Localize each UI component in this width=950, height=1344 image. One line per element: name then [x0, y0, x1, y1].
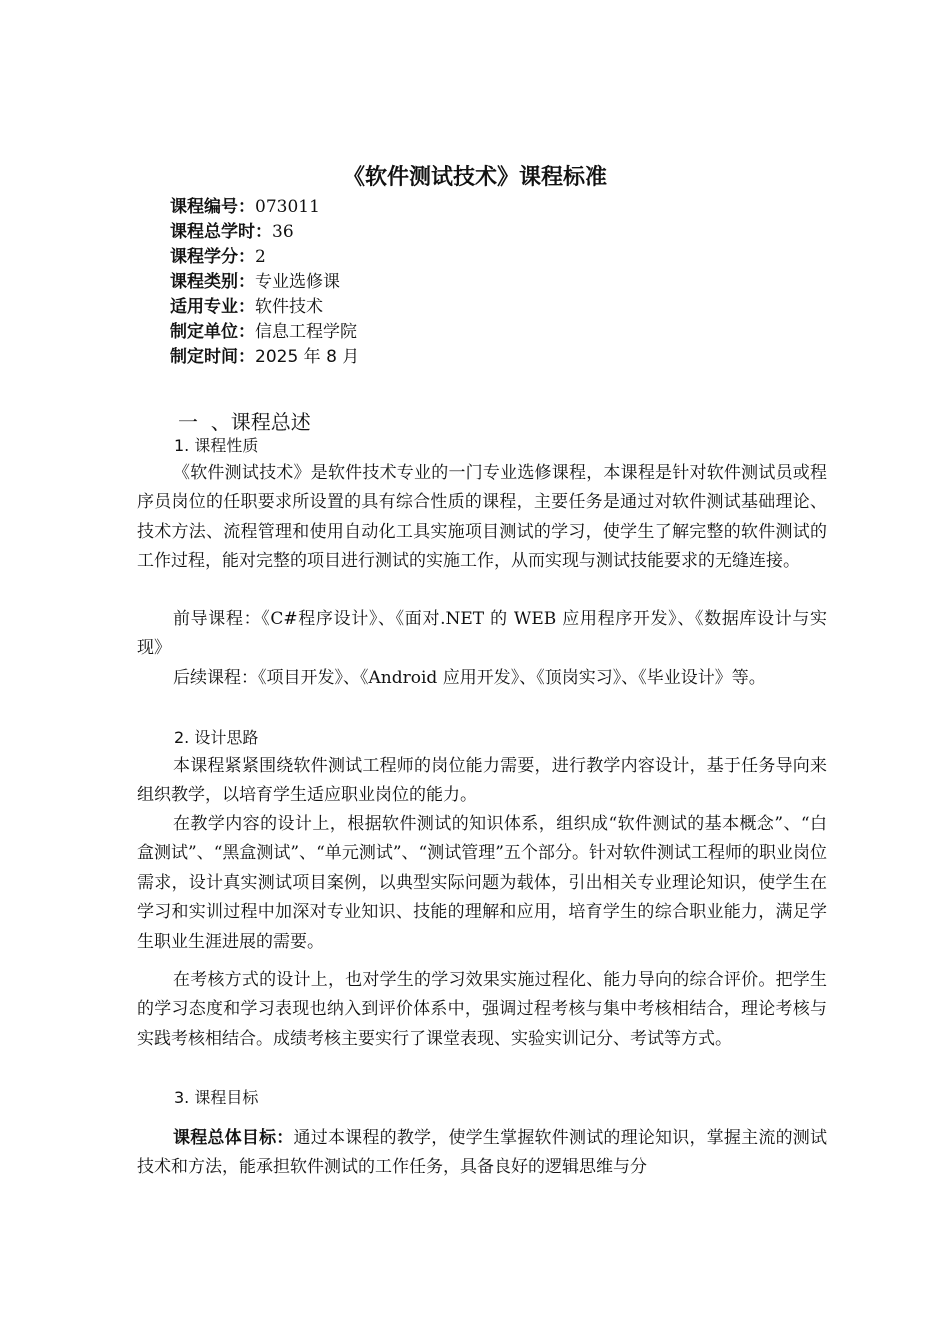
category-label: 课程类别：: [170, 272, 255, 292]
date-row: [170, 344, 359, 369]
paragraph-follow-up-courses: 后续课程：《项目开发》、《Android 应用开发》、《顶岗实习》、《毕业设计》等。: [173, 668, 766, 688]
paragraph-overall-goal: [137, 1124, 827, 1183]
paragraph-assessment-design: 在考核方式的设计上，也对学生的学习效果实施过程化、能力导向的综合评价。把学生的学习态度和学习表现也纳入到评价体系中，强调过程考核与集中考核相结合，理论考核与实践考核相结合。成绩考核主要实行了课堂表现、实验实训记分、考试等方式。: [137, 970, 827, 1049]
overall-goal-text: 通过本课程的教学，使学生掌握软件测试的理论知识，掌握主流的测试技术和方法，能承担软件测试的工作任务，具备良好的逻辑思维与分: [137, 1128, 828, 1178]
major-row: [170, 294, 359, 319]
credits-row: [170, 244, 359, 269]
course-code-row: [170, 194, 359, 219]
course-info-list: [170, 194, 359, 369]
unit-label: 制定单位：: [170, 322, 255, 342]
credits-value: 2: [255, 247, 266, 267]
subheading-course-nature: 1. 课程性质: [174, 436, 259, 455]
major-value: 软件技术: [255, 297, 323, 317]
total-hours-row: [170, 219, 359, 244]
unit-value: 信息工程学院: [255, 322, 357, 342]
subheading-design-idea: 2. 设计思路: [174, 728, 259, 747]
course-code-label: 课程编号：: [170, 197, 255, 217]
date-value: 2025 年 8 月: [255, 347, 360, 367]
document-title: 《软件测试技术》课程标准: [342, 165, 607, 190]
subheading-course-goals: 3. 课程目标: [174, 1088, 259, 1107]
paragraph-design-idea: 本课程紧紧围绕软件测试工程师的岗位能力需要，进行教学内容设计，基于任务导向来组织教学，以培育学生适应职业岗位的能力。: [137, 756, 827, 806]
total-hours-label: 课程总学时：: [170, 222, 272, 242]
major-label: 适用专业：: [170, 297, 255, 317]
credits-label: 课程学分：: [170, 247, 255, 267]
course-code-value: 073011: [255, 197, 320, 217]
paragraph-prerequisites: 前导课程：《C#程序设计》、《面对.NET 的 WEB 应用程序开发》、《数据库设计与实现》: [137, 609, 827, 659]
paragraph-content-design: 在教学内容的设计上，根据软件测试的知识体系，组织成“软件测试的基本概念”、“白盒测试”、“黑盒测试”、“单元测试”、“测试管理”五个部分。针对软件测试工程师的职业岗位需求，设计真实测试项目案例，以典型实际问题为载体，引出相关专业理论知识，使学生在学习和实训过程中加深对专业知识、技能的理解和应用，培育学生的综合职业能力，满足学生职业生涯进展的需要。: [137, 814, 827, 952]
total-hours-value: 36: [272, 222, 294, 242]
unit-row: [170, 319, 359, 344]
section-heading-overview: 一 、课程总述: [178, 410, 311, 434]
category-value: 专业选修课: [255, 272, 340, 292]
category-row: [170, 269, 359, 294]
paragraph-course-nature: 《软件测试技术》是软件技术专业的一门专业选修课程，本课程是针对软件测试员或程序员岗位的任职要求所设置的具有综合性质的课程，主要任务是通过对软件测试基础理论、技术方法、流程管理和使用自动化工具实施项目测试的学习，使学生了解完整的软件测试的工作过程，能对完整的项目进行测试的实施工作，从而实现与测试技能要求的无缝连接。: [137, 463, 827, 572]
date-label: 制定时间：: [170, 347, 255, 367]
overall-goal-label: 课程总体目标：: [173, 1128, 294, 1148]
